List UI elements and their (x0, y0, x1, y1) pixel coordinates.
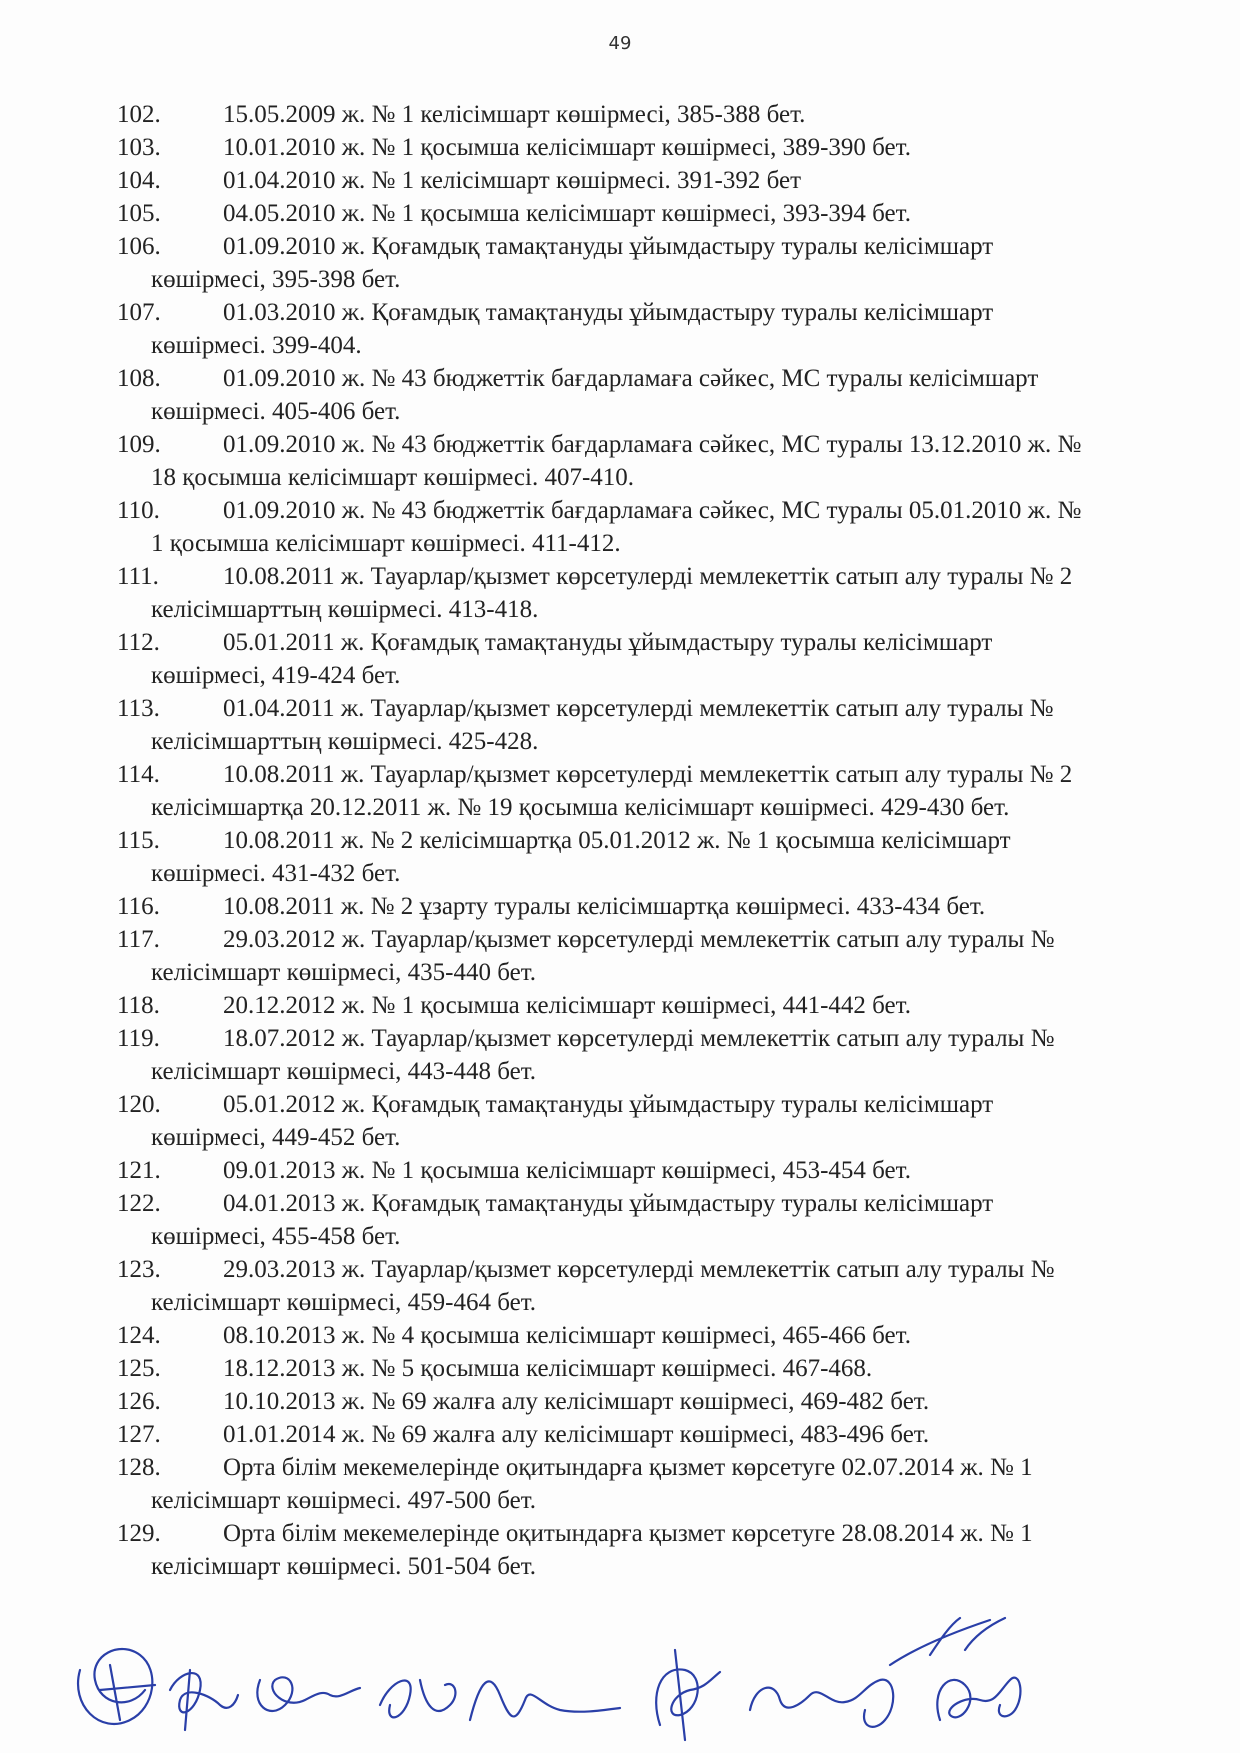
signature-8 (890, 1618, 1005, 1665)
entry-line (0, 1253, 1220, 1286)
signature-2 (170, 1670, 238, 1730)
signature-block (60, 1610, 1140, 1745)
signature-9 (937, 1678, 1020, 1720)
entry-number: 107. (117, 299, 161, 326)
entry-text: Орта білім мекемелерінде оқитындарға қызмет көрсетуге 28.08.2014 ж. № 1 (223, 1520, 1033, 1547)
entry-number: 114. (117, 761, 160, 788)
entry-line (0, 98, 1220, 131)
entry-text: көшірмесі. 405-406 бет. (151, 398, 401, 425)
entry-line (0, 1418, 1220, 1451)
entry-text: 09.01.2013 ж. № 1 қосымша келісімшарт көшірмесі, 453-454 бет. (223, 1157, 911, 1184)
entry-text: 04.01.2013 ж. Қоғамдық тамақтануды ұйымдастыру туралы келісімшарт (223, 1190, 994, 1217)
signature-4 (380, 1680, 455, 1717)
entry-number: 119. (117, 1025, 160, 1052)
signature-1 (78, 1649, 155, 1724)
entry-continuation-line (0, 1121, 1220, 1154)
entry-text: 01.04.2010 ж. № 1 келісімшарт көшірмесі. 391-392 бет (223, 167, 802, 194)
entry-number: 124. (117, 1322, 161, 1349)
entry-text: 10.08.2011 ж. № 2 ұзарту туралы келісімшартқа көшірмесі. 433-434 бет. (223, 893, 986, 920)
entry-text: 18 қосымша келісімшарт көшірмесі. 407-410. (151, 464, 635, 491)
page-number: 49 (608, 33, 632, 54)
entry-text: 10.08.2011 ж. № 2 келісімшартқа 05.01.2012 ж. № 1 қосымша келісімшарт (223, 827, 1011, 854)
entry-number: 128. (117, 1454, 161, 1481)
entry-text: көшірмесі. 431-432 бет. (151, 860, 401, 887)
entry-line (0, 296, 1220, 329)
entry-continuation-line (0, 593, 1220, 626)
entry-number: 109. (117, 431, 161, 458)
entry-number: 116. (117, 893, 160, 920)
entry-number: 118. (117, 992, 160, 1019)
entry-text: 01.09.2010 ж. № 43 бюджеттік бағдарламаға сәйкес, МС туралы келісімшарт (223, 365, 1039, 392)
entry-continuation-line (0, 857, 1220, 890)
entry-line (0, 164, 1220, 197)
entry-number: 126. (117, 1388, 161, 1415)
entry-continuation-line (0, 725, 1220, 758)
entry-text: 10.08.2011 ж. Тауарлар/қызмет көрсетулерді мемлекеттік сатып алу туралы № 2 (223, 761, 1073, 788)
entry-text: 01.09.2010 ж. № 43 бюджеттік бағдарламаға сәйкес, МС туралы 05.01.2010 ж. № (223, 497, 1082, 524)
entry-text: көшірмесі, 419-424 бет. (151, 662, 401, 689)
entry-number: 123. (117, 1256, 161, 1283)
entry-text: 29.03.2013 ж. Тауарлар/қызмет көрсетулерді мемлекеттік сатып алу туралы № (223, 1256, 1055, 1283)
entry-text: 18.07.2012 ж. Тауарлар/қызмет көрсетулерді мемлекеттік сатып алу туралы № (223, 1025, 1055, 1052)
entry-line (0, 1088, 1220, 1121)
entry-number: 125. (117, 1355, 161, 1382)
entry-line (0, 230, 1220, 263)
entry-line (0, 1022, 1220, 1055)
entry-number: 108. (117, 365, 161, 392)
entry-text: 10.08.2011 ж. Тауарлар/қызмет көрсетулерді мемлекеттік сатып алу туралы № 2 (223, 563, 1073, 590)
entry-continuation-line (0, 1286, 1220, 1319)
entry-text: 05.01.2012 ж. Қоғамдық тамақтануды ұйымдастыру туралы келісімшарт (223, 1091, 994, 1118)
signature-5 (470, 1681, 620, 1720)
entry-line (0, 626, 1220, 659)
entry-text: 01.04.2011 ж. Тауарлар/қызмет көрсетулерді мемлекеттік сатып алу туралы № (223, 695, 1054, 722)
entry-number: 111. (117, 563, 159, 590)
entry-text: 01.09.2010 ж. № 43 бюджеттік бағдарламаға сәйкес, МС туралы 13.12.2010 ж. № (223, 431, 1082, 458)
entry-continuation-line (0, 395, 1220, 428)
entry-number: 117. (117, 926, 160, 953)
entry-line (0, 131, 1220, 164)
entry-line (0, 692, 1220, 725)
entry-text: 01.03.2010 ж. Қоғамдық тамақтануды ұйымдастыру туралы келісімшарт (223, 299, 994, 326)
entry-line (0, 1451, 1220, 1484)
entry-text: келісімшарт көшірмесі, 459-464 бет. (151, 1289, 536, 1316)
entry-text: келісімшарт көшірмесі, 443-448 бет. (151, 1058, 536, 1085)
entry-text: Орта білім мекемелерінде оқитындарға қызмет көрсетуге 02.07.2014 ж. № 1 (223, 1454, 1033, 1481)
entry-number: 122. (117, 1190, 161, 1217)
signature-3 (257, 1677, 360, 1711)
entry-text: көшірмесі, 449-452 бет. (151, 1124, 401, 1151)
signature-7 (750, 1680, 893, 1727)
entry-number: 105. (117, 200, 161, 227)
entry-line (0, 1385, 1220, 1418)
entry-line (0, 824, 1220, 857)
entry-continuation-line (0, 263, 1220, 296)
entry-text: 20.12.2012 ж. № 1 қосымша келісімшарт көшірмесі, 441-442 бет. (223, 992, 911, 1019)
entry-continuation-line (0, 659, 1220, 692)
entry-line (0, 560, 1220, 593)
entry-text: 10.01.2010 ж. № 1 қосымша келісімшарт көшірмесі, 389-390 бет. (223, 134, 911, 161)
entry-line (0, 1517, 1220, 1550)
entry-continuation-line (0, 956, 1220, 989)
entry-number: 113. (117, 695, 160, 722)
entry-continuation-line (0, 1484, 1220, 1517)
signature-6 (656, 1650, 720, 1740)
entry-line (0, 923, 1220, 956)
entry-text: 10.10.2013 ж. № 69 жалға алу келісімшарт көшірмесі, 469-482 бет. (223, 1388, 930, 1415)
entry-line (0, 362, 1220, 395)
entry-text: көшірмесі, 455-458 бет. (151, 1223, 401, 1250)
entry-continuation-line (0, 461, 1220, 494)
entry-line (0, 758, 1220, 791)
handwritten-signatures (60, 1610, 1140, 1745)
entry-text: 15.05.2009 ж. № 1 келісімшарт көшірмесі, 385-388 бет. (223, 101, 806, 128)
entry-text: келісімшарттың көшірмесі. 413-418. (151, 596, 539, 623)
entry-text: келісімшарт көшірмесі. 497-500 бет. (151, 1487, 536, 1514)
entry-number: 104. (117, 167, 161, 194)
entry-line (0, 1352, 1220, 1385)
entry-number: 102. (117, 101, 161, 128)
entry-number: 127. (117, 1421, 161, 1448)
entry-text: 08.10.2013 ж. № 4 қосымша келісімшарт көшірмесі, 465-466 бет. (223, 1322, 911, 1349)
entry-line (0, 989, 1220, 1022)
entry-line (0, 1319, 1220, 1352)
entry-continuation-line (0, 1550, 1220, 1583)
entry-continuation-line (0, 791, 1220, 824)
entry-text: 18.12.2013 ж. № 5 қосымша келісімшарт көшірмесі. 467-468. (223, 1355, 873, 1382)
entry-number: 110. (117, 497, 160, 524)
entry-text: келісімшарт көшірмесі, 435-440 бет. (151, 959, 536, 986)
entry-number: 121. (117, 1157, 161, 1184)
entry-text: 05.01.2011 ж. Қоғамдық тамақтануды ұйымдастыру туралы келісімшарт (223, 629, 993, 656)
entry-text: келісімшарт көшірмесі. 501-504 бет. (151, 1553, 536, 1580)
entry-text: 29.03.2012 ж. Тауарлар/қызмет көрсетулерді мемлекеттік сатып алу туралы № (223, 926, 1055, 953)
entry-continuation-line (0, 1220, 1220, 1253)
entry-number: 106. (117, 233, 161, 260)
entry-text: 01.01.2014 ж. № 69 жалға алу келісімшарт көшірмесі, 483-496 бет. (223, 1421, 930, 1448)
entry-number: 129. (117, 1520, 161, 1547)
entry-number: 103. (117, 134, 161, 161)
entry-text: келісімшартқа 20.12.2011 ж. № 19 қосымша келісімшарт көшірмесі. 429-430 бет. (151, 794, 1010, 821)
entry-text: 04.05.2010 ж. № 1 қосымша келісімшарт көшірмесі, 393-394 бет. (223, 200, 911, 227)
entry-text: көшірмесі, 395-398 бет. (151, 266, 401, 293)
entry-list (0, 98, 1220, 1583)
entry-text: 01.09.2010 ж. Қоғамдық тамақтануды ұйымдастыру туралы келісімшарт (223, 233, 994, 260)
entry-number: 112. (117, 629, 160, 656)
entry-number: 115. (117, 827, 160, 854)
entry-text: көшірмесі. 399-404. (151, 332, 362, 359)
entry-line (0, 1154, 1220, 1187)
entry-text: 1 қосымша келісімшарт көшірмесі. 411-412. (151, 530, 621, 557)
entry-continuation-line (0, 1055, 1220, 1088)
entry-line (0, 428, 1220, 461)
entry-line (0, 1187, 1220, 1220)
entry-text: келісімшарттың көшірмесі. 425-428. (151, 728, 539, 755)
entry-number: 120. (117, 1091, 161, 1118)
entry-line (0, 197, 1220, 230)
entry-continuation-line (0, 527, 1220, 560)
entry-line (0, 494, 1220, 527)
entry-line (0, 890, 1220, 923)
entry-continuation-line (0, 329, 1220, 362)
